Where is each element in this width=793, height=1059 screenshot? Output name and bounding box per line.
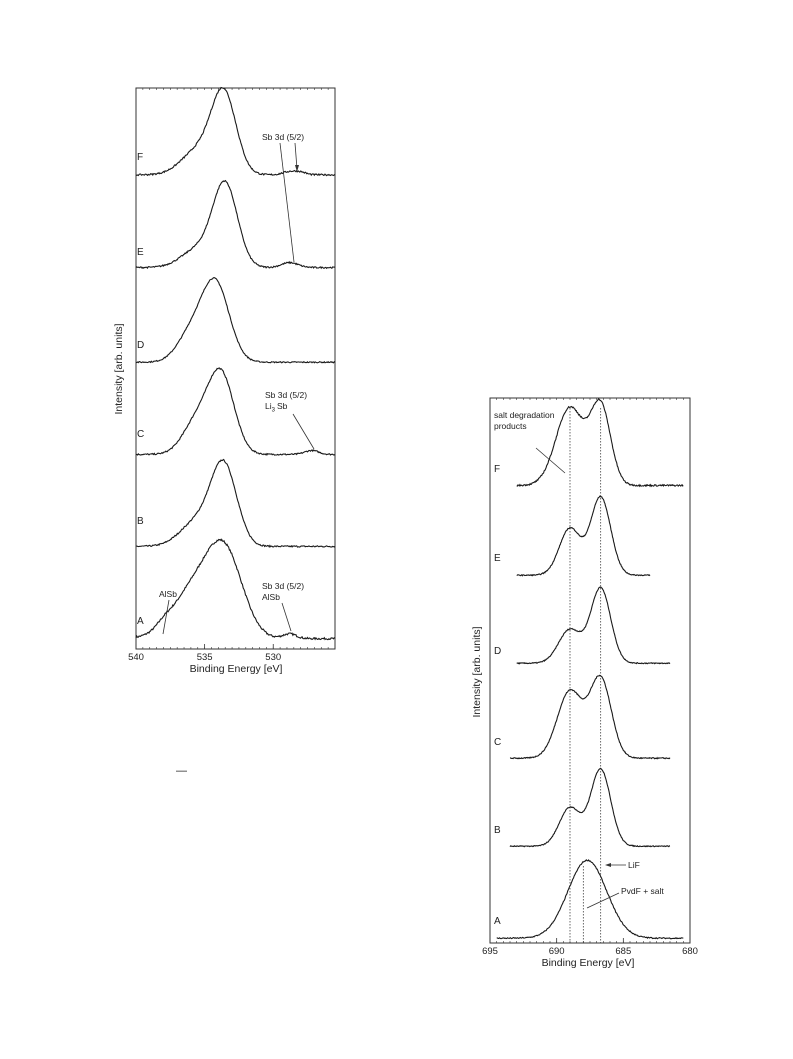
annotation-lif: LiF	[628, 860, 640, 870]
chart-1-series-label-E: E	[137, 247, 144, 258]
chart-1-curves	[136, 88, 335, 640]
chart-1-spectrum-C	[136, 368, 335, 455]
chart-2-series-label-C: C	[494, 737, 502, 748]
annotation-sb3d-li3sb-line1: Sb 3d (5/2)	[265, 390, 308, 400]
annotation-sb3d-li3sb-leader	[293, 414, 314, 449]
chart-2-tick-label: 685	[615, 946, 632, 957]
chart-1-spectrum-B	[136, 460, 335, 548]
chart-2-series-label-D: D	[494, 646, 502, 657]
annotation-pvdf-salt-leader	[587, 893, 619, 908]
annotation-sb3d-top-leader-1	[280, 143, 294, 262]
chart-2-series-labels	[494, 464, 501, 927]
chart-2-x-ticks	[482, 398, 698, 957]
chart-1-spectrum-E	[136, 181, 335, 269]
annotation-alsb-left-leader	[163, 600, 169, 634]
chart-2-tick-label: 690	[548, 946, 565, 957]
chart-2-series-label-F: F	[494, 464, 501, 475]
chart-2-spectrum-B	[510, 768, 670, 846]
chart-1-series-label-D: D	[137, 340, 145, 351]
chart-1-tick-label: 535	[196, 652, 213, 663]
chart-2-series-label-E: E	[494, 553, 501, 564]
chart-2-spectrum-C	[510, 675, 670, 758]
annotation-alsb-left: AlSb	[159, 589, 177, 599]
annotation-sb3d-top: Sb 3d (5/2)	[262, 132, 305, 142]
chart-1-x-ticks	[128, 88, 335, 663]
chart-2	[471, 398, 698, 969]
chart-2-series-label-B: B	[494, 825, 501, 836]
annotation-salt-degradation-line2: products	[494, 421, 527, 431]
chart-1-x-axis-label: Binding Energy [eV]	[189, 663, 283, 675]
chart-1-series-label-F: F	[137, 152, 144, 163]
chart-2-reference-lines	[570, 408, 601, 943]
annotation-salt-degradation-leader	[536, 448, 565, 473]
annotation-sb3d-alsb-line2: AlSb	[262, 592, 280, 602]
chart-2-series-label-A: A	[494, 916, 501, 927]
annotation-salt-degradation-line1: salt degradation	[494, 410, 555, 420]
annotation-sb3d-li3sb-line2: $Li_3$ Sb	[265, 401, 288, 414]
chart-1	[113, 88, 335, 676]
chart-2-y-axis-label: Intensity [arb. units]	[471, 626, 483, 718]
annotation-sb3d-alsb-leader	[282, 603, 291, 631]
chart-1-series-labels	[137, 152, 144, 627]
annotation-lif-arrowhead	[605, 863, 611, 867]
chart-2-curves	[497, 399, 684, 939]
chart-2-tick-label: 680	[682, 946, 698, 957]
chart-1-series-label-C: C	[137, 429, 145, 440]
chart-2-spectrum-A	[497, 860, 684, 939]
annotation-pvdf-salt: PvdF + salt	[621, 886, 664, 896]
chart-2-tick-label: 695	[482, 946, 498, 957]
chart-2-x-axis-label: Binding Energy [eV]	[541, 957, 635, 969]
chart-2-spectrum-E	[517, 496, 650, 576]
chart-1-tick-label: 540	[128, 652, 144, 663]
chart-1-y-axis-label: Intensity [arb. units]	[113, 323, 125, 415]
chart-1-spectrum-D	[136, 278, 335, 363]
annotation-sb3d-alsb-line1: Sb 3d (5/2)	[262, 581, 305, 591]
chart-1-series-label-A: A	[137, 616, 144, 627]
chart-1-spectrum-F	[136, 88, 335, 176]
chart-1-series-label-B: B	[137, 516, 144, 527]
stray-dash-mark: —	[176, 765, 187, 777]
chart-1-tick-label: 530	[265, 652, 282, 663]
chart-2-spectrum-D	[517, 587, 670, 664]
